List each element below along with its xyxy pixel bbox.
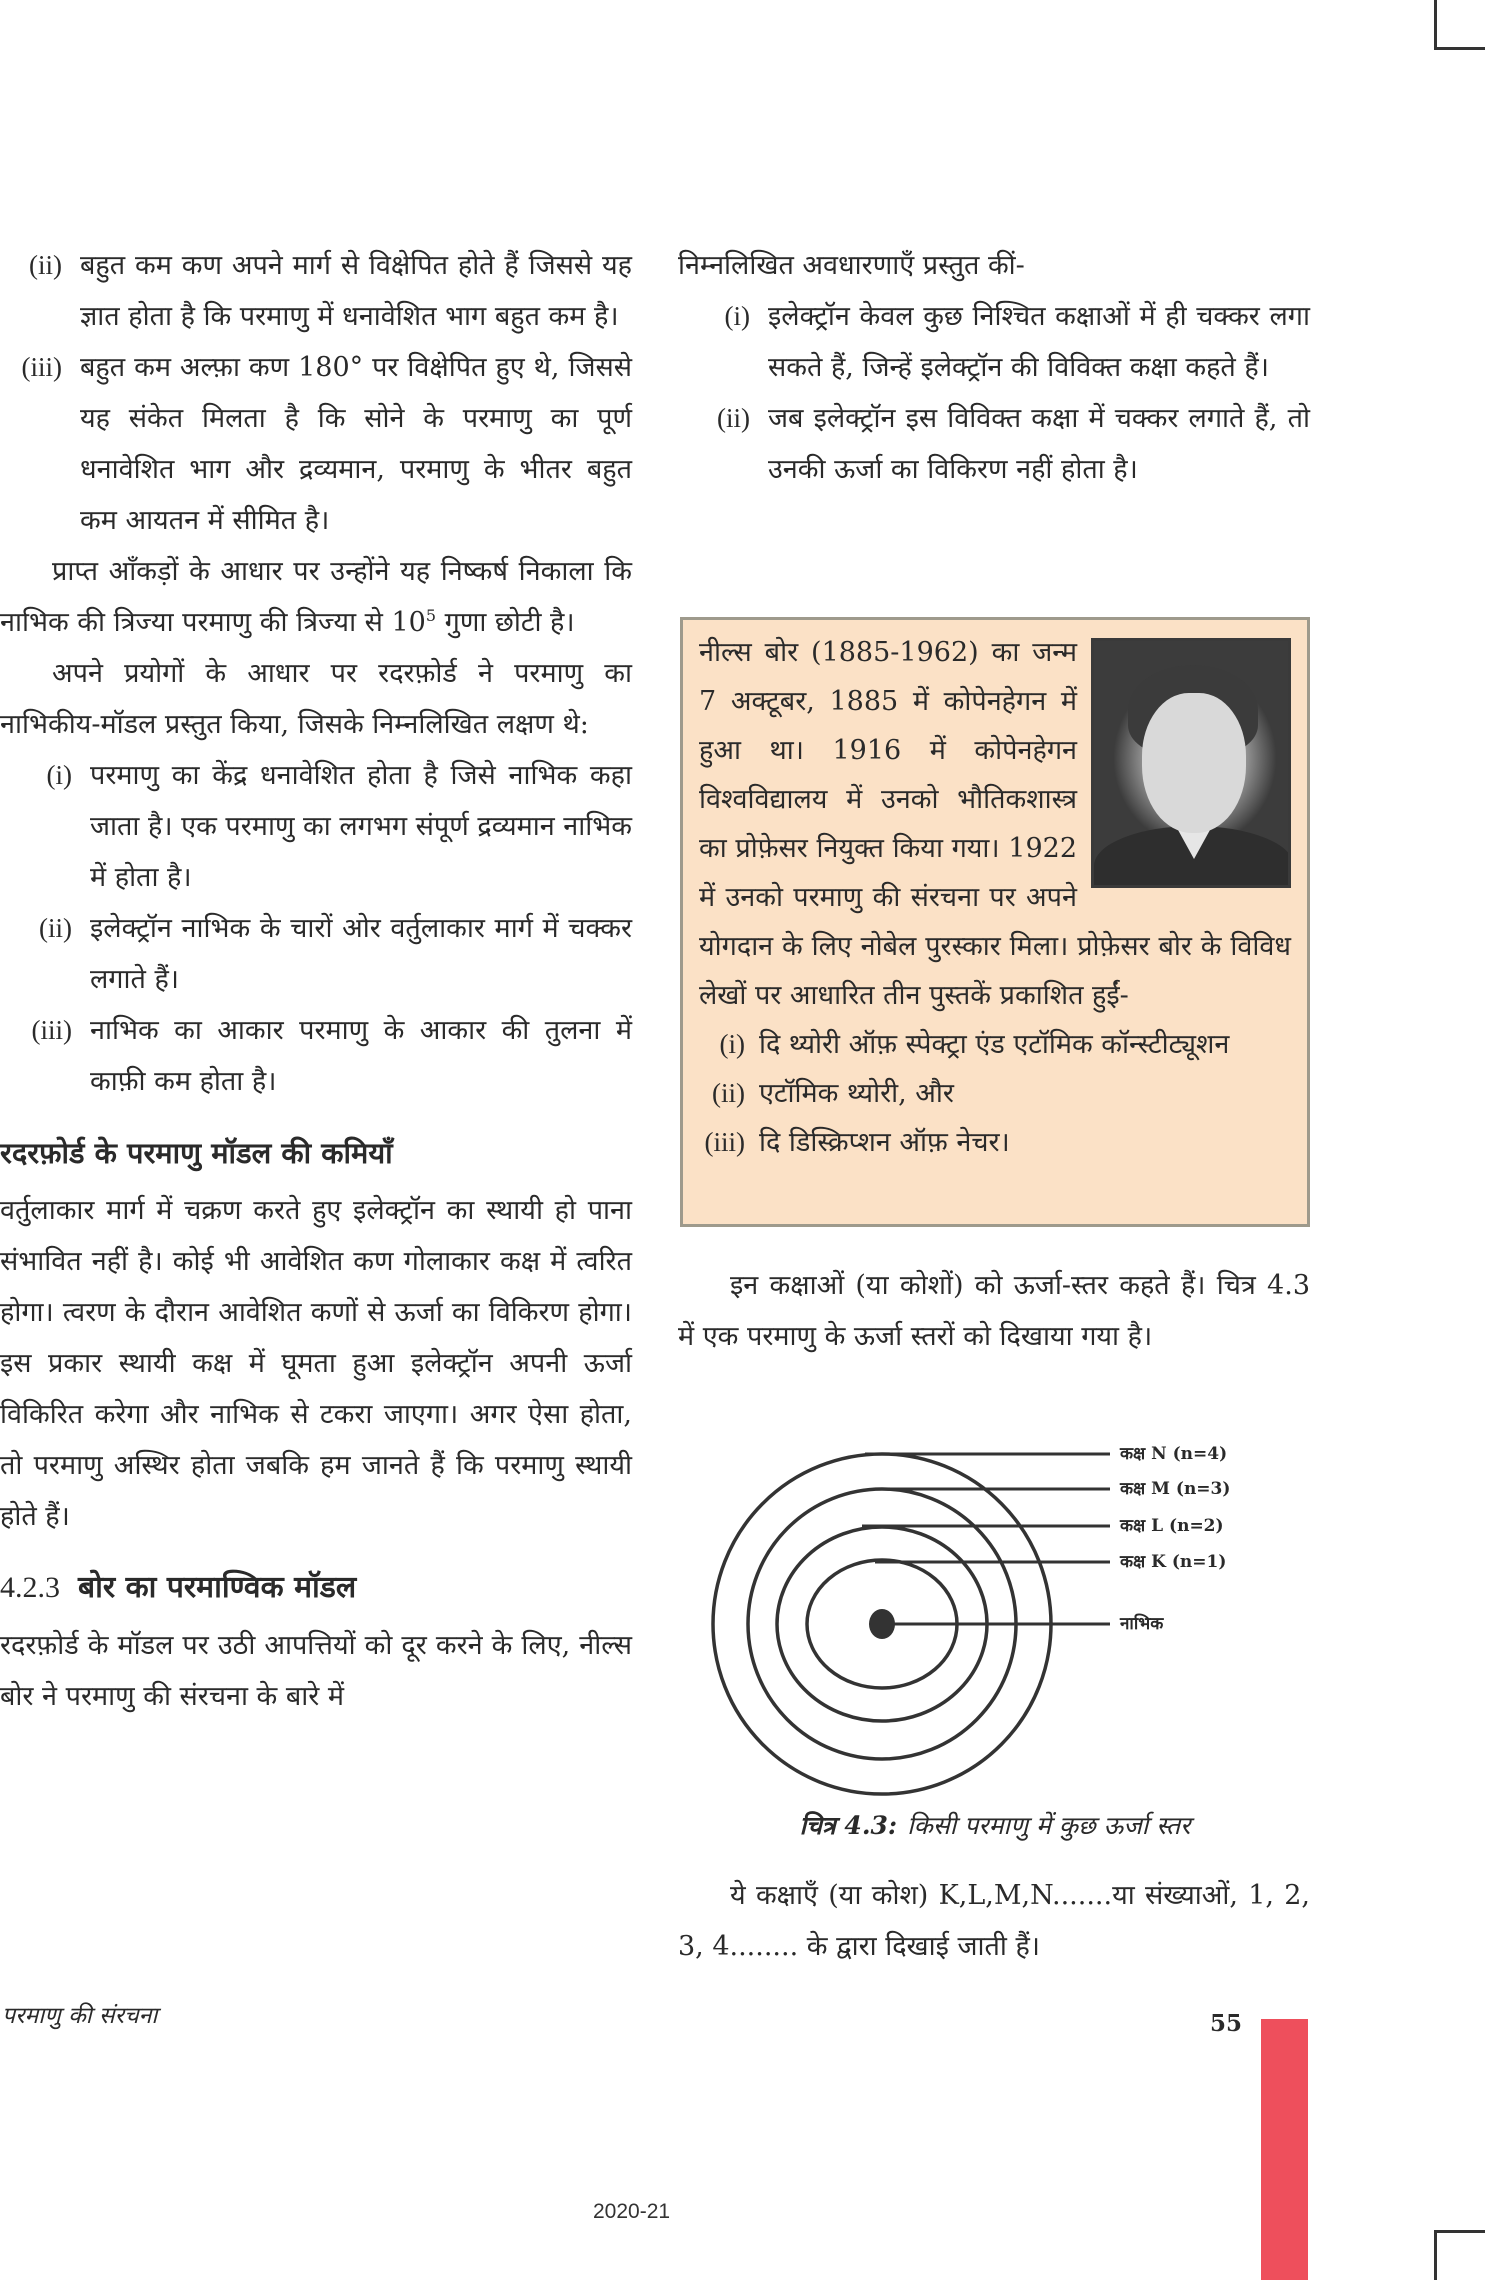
energy-levels-paragraph: इन कक्षाओं (या कोशों) को ऊर्जा-स्तर कहते हैं। चित्र 4.3 में एक परमाणु के ऊर्जा स्तरों को दिखाया गया है।: [678, 1270, 1310, 1352]
crop-mark-bottom-right: [1434, 2230, 1485, 2280]
list-item-number: (ii): [29, 250, 62, 280]
list-item-number: (i): [46, 760, 72, 790]
niels-bohr-bio-box: [680, 617, 1310, 1227]
caption-label: चित्र 4.3:: [799, 1811, 898, 1840]
section-number: 4.2.3: [0, 1571, 60, 1604]
shells-paragraph: ये कक्षाएँ (या कोश) K,L,M,N.......या संख्याओं, 1, 2, 3, 4........ के द्वारा दिखाई जाती हैं।: [678, 1880, 1310, 1962]
orbit-label-n1: कक्ष K (n=1): [1120, 1552, 1227, 1572]
list-item-text: इलेक्ट्रॉन केवल कुछ निश्चित कक्षाओं में ही चक्कर लगा सकते हैं, जिन्हें इलेक्ट्रॉन की विविक्त कक्षा कहते हैं।: [768, 301, 1310, 383]
list-item-number: (i): [719, 1029, 745, 1059]
chapter-footer-title: परमाणु की संरचना: [2, 2003, 158, 2029]
left-column: [0, 240, 632, 1722]
list-item-text: परमाणु का केंद्र धनावेशित होता है जिसे नाभिक कहा जाता है। एक परमाणु का लगभग संपूर्ण द्रव्यमान नाभिक में होता है।: [90, 760, 632, 893]
crop-mark-top-right: [1434, 0, 1485, 50]
energy-levels-figure: [680, 1420, 1310, 1800]
list-item-text: दि थ्योरी ऑफ़ स्पेक्ट्रा एंड एटॉमिक कॉन्स्टीट्यूशन: [759, 1029, 1230, 1060]
figure-caption: [680, 1808, 1310, 1842]
list-item: [0, 1005, 632, 1107]
photo-face: [1142, 693, 1246, 833]
conclusion-text: प्राप्त आँकड़ों के आधार पर उन्होंने यह निष्कर्ष निकाला कि नाभिक की त्रिज्या परमाणु की त्रिज्या से 10: [0, 556, 632, 638]
list-item-number: (ii): [712, 1078, 745, 1108]
list-item: [678, 291, 1310, 393]
atom-orbits-diagram: [680, 1420, 1310, 1800]
shells-block: [678, 1870, 1310, 1972]
bohr-intro-paragraph: रदरफ़ोर्ड के मॉडल पर उठी आपत्तियों को दूर करने के लिए, नील्स बोर ने परमाणु की संरचना के बारे में: [0, 1630, 632, 1712]
list-item-number: (i): [724, 301, 750, 331]
page-number: 55: [1210, 2010, 1243, 2037]
section-title: बोर का परमाण्विक मॉडल: [78, 1570, 357, 1605]
energy-levels-block: [678, 1260, 1310, 1362]
list-item-text: एटॉमिक थ्योरी, और: [759, 1078, 954, 1109]
list-item-text: नाभिक का आकार परमाणु के आकार की तुलना में काफ़ी कम होता है।: [90, 1015, 632, 1097]
model-intro-paragraph: अपने प्रयोगों के आधार पर रदरफ़ोर्ड ने परमाणु का नाभिकीय-मॉडल प्रस्तुत किया, जिसके निम्नलिखित लक्षण थे:: [0, 658, 632, 740]
list-item: [699, 1069, 1291, 1118]
orbit-label-n4: कक्ष N (n=4): [1120, 1444, 1228, 1464]
list-item: [699, 1118, 1291, 1167]
niels-bohr-photo: [1091, 638, 1291, 888]
conclusion-text-end: गुणा छोटी है।: [436, 607, 575, 638]
drawbacks-heading: रदरफ़ोर्ड के परमाणु मॉडल की कमियाँ: [0, 1136, 393, 1170]
continuation-text: निम्नलिखित अवधारणाएँ प्रस्तुत कीं-: [678, 250, 1025, 281]
page-color-tab: [1261, 2019, 1308, 2280]
right-column: [678, 240, 1310, 495]
list-item-text: जब इलेक्ट्रॉन इस विविक्त कक्षा में चक्कर लगाते हैं, तो उनकी ऊर्जा का विकिरण नहीं होता है।: [768, 403, 1310, 485]
edition-year: 2020-21: [593, 2200, 671, 2223]
bohr-books-list: [699, 1020, 1291, 1167]
list-item-text: इलेक्ट्रॉन नाभिक के चारों ओर वर्तुलाकार मार्ग में चक्कर लगाते हैं।: [90, 913, 632, 995]
list-item-number: (ii): [717, 403, 750, 433]
bio-text: नील्स बोर (1885-1962) का जन्म 7 अक्टूबर, 1885 में कोपेनहेगन में हुआ था। 1916 में कोपेनहेगन विश्वविद्यालय में उनको भौतिकशास्त्र का प्रोफ़ेसर नियुक्त किया गया। 1922 में उनको परमाणु की संरचना पर अपने योगदान के लिए नोबेल पुरस्कार मिला। प्रोफ़ेसर बोर के विविध लेखों पर आधारित तीन पुस्तकें प्रकाशित हुईं-: [699, 637, 1291, 1011]
list-item-number: (iii): [21, 352, 62, 382]
rutherford-observations-list: [0, 240, 632, 546]
list-item-number: (ii): [39, 913, 72, 943]
section-heading: [0, 1562, 632, 1614]
exponent: 5: [425, 606, 437, 625]
bohr-postulates-list: [678, 291, 1310, 495]
nucleus-label: नाभिक: [1120, 1614, 1164, 1634]
list-item-text: बहुत कम अल्फ़ा कण 180° पर विक्षेपित हुए थे, जिससे यह संकेत मिलता है कि सोने के परमाणु का पूर्ण धनावेशित भाग और द्रव्यमान, परमाणु के भीतर बहुत कम आयतन में सीमित है।: [80, 352, 632, 536]
list-item-text: बहुत कम कण अपने मार्ग से विक्षेपित होते हैं जिससे यह ज्ञात होता है कि परमाणु में धनावेशित भाग बहुत कम है।: [80, 250, 632, 332]
list-item: [0, 240, 632, 342]
orbit-label-n2: कक्ष L (n=2): [1120, 1516, 1224, 1536]
list-item-text: दि डिस्क्रिप्शन ऑफ़ नेचर।: [759, 1127, 1010, 1158]
drawbacks-paragraph: वर्तुलाकार मार्ग में चक्रण करते हुए इलेक्ट्रॉन का स्थायी हो पाना संभावित नहीं है। कोई भी आवेशित कण गोलाकार कक्ष में त्वरित होगा। त्वरण के दौरान आवेशित कणों से ऊर्जा का विकिरण होगा। इस प्रकार स्थायी कक्ष में घूमता हुआ इलेक्ट्रॉन अपनी ऊर्जा विकिरित करेगा और नाभिक से टकरा जाएगा। अगर ऐसा होता, तो परमाणु अस्थिर होता जबकि हम जानते हैं कि परमाणु स्थायी होते हैं।: [0, 1195, 632, 1532]
list-item-number: (iii): [704, 1127, 745, 1157]
list-item: [0, 750, 632, 903]
list-item: [0, 342, 632, 546]
orbit-label-n3: कक्ष M (n=3): [1120, 1479, 1231, 1499]
model-features-list: [0, 750, 632, 1107]
list-item: [699, 1020, 1291, 1069]
conclusion-paragraph: [0, 546, 632, 648]
list-item: [0, 903, 632, 1005]
list-item-number: (iii): [31, 1015, 72, 1045]
caption-text: किसी परमाणु में कुछ ऊर्जा स्तर: [907, 1811, 1191, 1840]
list-item: [678, 393, 1310, 495]
